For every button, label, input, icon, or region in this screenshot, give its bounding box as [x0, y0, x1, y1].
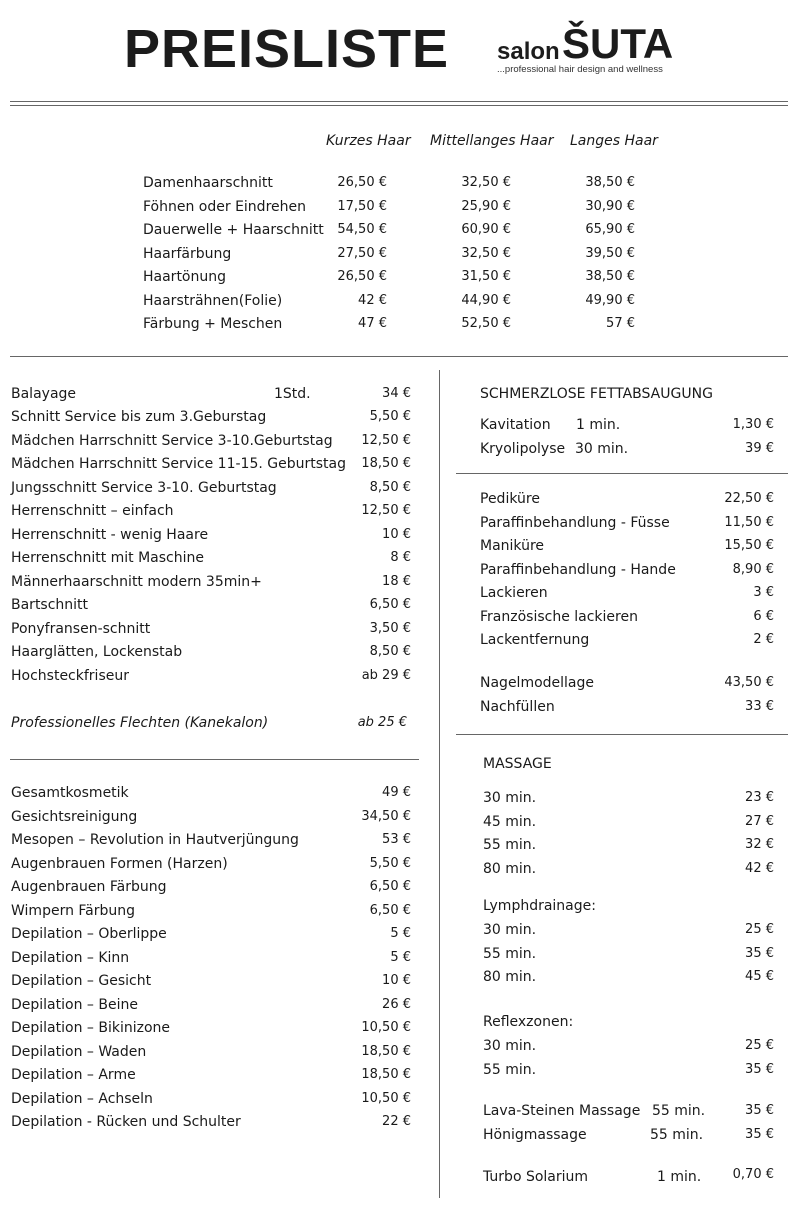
hair-row-price-medium: 52,50 €	[461, 316, 511, 331]
fat-removal-price: 1,30 €	[732, 417, 774, 432]
cosmetic-price: 49 €	[382, 785, 411, 800]
cosmetic-name: Depilation – Gesicht	[11, 973, 152, 989]
cosmetic-price: 6,50 €	[369, 879, 411, 894]
cosmetic-name: Depilation – Achseln	[11, 1090, 153, 1107]
reflex-heading: Reflexzonen:	[483, 1014, 574, 1030]
lymph-name: 80 min.	[483, 969, 537, 985]
cosmetic-price: 10,50 €	[361, 1090, 411, 1106]
solarium-duration: 1 min.	[657, 1169, 702, 1185]
cosmetic-price: 5 €	[390, 949, 411, 965]
service-price: 3,50 €	[369, 620, 411, 636]
special-massage-price: 35 €	[745, 1126, 774, 1142]
hair-row-price-long: 65,90 €	[585, 222, 635, 237]
cosmetic-price: 5,50 €	[369, 855, 411, 871]
column-divider	[439, 370, 440, 1198]
cosmetic-name: Wimpern Färbung	[11, 902, 136, 919]
service-name: Männerhaarschnitt modern 35min+	[11, 573, 262, 590]
hair-row-name: Dauerwelle + Haarschnitt	[143, 222, 324, 238]
column-header-short: Kurzes Haar	[326, 133, 411, 149]
nail-service-name: Paraffinbehandlung - Füsse	[480, 514, 670, 531]
fat-removal-duration: 30 min.	[575, 440, 629, 457]
balayage-name: Balayage	[11, 386, 77, 402]
reflex-name: 30 min.	[483, 1038, 537, 1054]
service-price: ab 29 €	[361, 667, 411, 683]
service-price: 18 €	[382, 573, 411, 589]
cosmetic-name: Depilation – Kinn	[11, 949, 130, 966]
fat-removal-name: Kavitation	[480, 417, 551, 433]
special-massage-name: Hönigmassage	[483, 1126, 587, 1143]
service-price: 18,50 €	[361, 456, 411, 471]
nail-service-price: 2 €	[753, 632, 774, 647]
reflex-name: 55 min.	[483, 1061, 537, 1078]
service-name: Jungsschnitt Service 3-10. Geburtstag	[11, 479, 277, 496]
nail-modelling-name: Nachfüllen	[480, 698, 555, 715]
lymph-name: 30 min.	[483, 922, 537, 938]
service-price: 8 €	[390, 550, 411, 565]
hair-row-price-medium: 44,90 €	[461, 292, 511, 308]
hair-row-price-long: 49,90 €	[585, 292, 635, 308]
cosmetic-price: 18,50 €	[361, 1067, 411, 1082]
solarium-name: Turbo Solarium	[483, 1169, 589, 1185]
special-massage-duration: 55 min.	[650, 1126, 704, 1143]
hair-row-price-long: 38,50 €	[585, 175, 635, 190]
page-title: PREISLISTE	[124, 19, 450, 79]
hair-row-price-medium: 25,90 €	[461, 198, 511, 214]
nail-service-price: 22,50 €	[724, 491, 774, 506]
hair-row-price-short: 26,50 €	[337, 269, 387, 284]
hair-row-name: Föhnen oder Eindrehen	[143, 198, 306, 215]
massage-name: 80 min.	[483, 860, 537, 877]
nail-modelling-price: 33 €	[745, 698, 774, 714]
special-massage-name: Lava-Steinen Massage	[483, 1103, 641, 1119]
balayage-price: 34 €	[382, 386, 411, 401]
divider-nails	[456, 473, 788, 474]
nail-modelling-price: 43,50 €	[724, 675, 774, 690]
service-name: Schnitt Service bis zum 3.Geburstag	[11, 409, 267, 425]
hair-row-name: Haartönung	[143, 269, 227, 285]
service-price: 6,50 €	[369, 597, 411, 612]
massage-price: 23 €	[745, 790, 774, 805]
service-price: 12,50 €	[361, 432, 411, 448]
cosmetic-name: Gesamtkosmetik	[11, 785, 129, 801]
nail-service-price: 11,50 €	[724, 514, 774, 530]
fat-removal-price: 39 €	[745, 440, 774, 456]
massage-price: 42 €	[745, 860, 774, 876]
cosmetic-name: Depilation – Bikinizone	[11, 1020, 171, 1036]
cosmetic-name: Augenbrauen Formen (Harzen)	[11, 855, 228, 872]
massage-name: 55 min.	[483, 837, 537, 853]
solarium-price: 0,70 €	[732, 1167, 774, 1182]
cosmetic-price: 34,50 €	[361, 808, 411, 824]
brand-name: ŠUTA	[562, 20, 674, 67]
divider-cosmetics	[10, 759, 419, 760]
service-price: 8,50 €	[369, 479, 411, 495]
service-name: Herrenschnitt - wenig Haare	[11, 526, 209, 543]
cosmetic-price: 26 €	[382, 996, 411, 1012]
special-massage-price: 35 €	[745, 1103, 774, 1118]
fat-removal-heading: SCHMERZLOSE FETTABSAUGUNG	[480, 386, 713, 402]
cosmetic-price: 53 €	[382, 832, 411, 847]
service-name: Herrenschnitt mit Maschine	[11, 550, 205, 566]
reflex-price: 25 €	[745, 1038, 774, 1053]
hair-row-price-medium: 32,50 €	[461, 175, 511, 190]
brand-tagline: ...professional hair design and wellness	[497, 64, 663, 75]
divider-hair-table	[10, 356, 788, 357]
nail-modelling-name: Nagelmodellage	[480, 675, 595, 691]
hair-row-price-long: 39,50 €	[585, 245, 635, 261]
column-header-medium: Mittellanges Haar	[430, 133, 554, 149]
cosmetic-price: 10 €	[382, 973, 411, 988]
braiding-price: ab 25 €	[357, 715, 407, 730]
nail-service-name: Maniküre	[480, 538, 545, 554]
service-price: 8,50 €	[369, 644, 411, 659]
nail-service-price: 15,50 €	[724, 538, 774, 553]
hair-row-price-short: 54,50 €	[337, 222, 387, 237]
lymph-heading: Lymphdrainage:	[483, 898, 596, 914]
service-name: Hochsteckfriseur	[11, 667, 129, 684]
cosmetic-price: 6,50 €	[369, 902, 411, 918]
nail-service-name: Pediküre	[480, 491, 540, 507]
lymph-price: 35 €	[745, 945, 774, 961]
lymph-name: 55 min.	[483, 945, 537, 962]
service-name: Mädchen Harrschnitt Service 11-15. Geburtstag	[11, 456, 346, 472]
nail-service-name: Lackieren	[480, 585, 548, 601]
hair-row-price-long: 30,90 €	[585, 198, 635, 214]
service-name: Bartschnitt	[11, 597, 89, 613]
divider-top-2	[10, 105, 788, 106]
hair-row-price-short: 47 €	[358, 316, 387, 331]
service-price: 12,50 €	[361, 503, 411, 518]
hair-row-name: Damenhaarschnitt	[143, 175, 273, 191]
fat-removal-duration: 1 min.	[576, 417, 621, 433]
hair-row-price-short: 17,50 €	[337, 198, 387, 214]
massage-price: 27 €	[745, 813, 774, 829]
massage-heading: MASSAGE	[483, 756, 552, 772]
cosmetic-price: 10,50 €	[361, 1020, 411, 1035]
column-header-long: Langes Haar	[570, 133, 658, 149]
hair-row-price-short: 42 €	[358, 292, 387, 308]
cosmetic-price: 5 €	[390, 926, 411, 941]
hair-row-price-short: 26,50 €	[337, 175, 387, 190]
cosmetic-name: Mesopen – Revolution in Hautverjüngung	[11, 832, 299, 848]
service-name: Mädchen Harrschnitt Service 3-10.Geburtstag	[11, 432, 333, 449]
reflex-price: 35 €	[745, 1061, 774, 1077]
nail-service-price: 8,90 €	[732, 561, 774, 577]
nail-service-name: Französische lackieren	[480, 608, 638, 625]
lymph-price: 45 €	[745, 969, 774, 984]
cosmetic-name: Gesichtsreinigung	[11, 808, 138, 825]
hair-row-name: Färbung + Meschen	[143, 316, 283, 332]
service-name: Herrenschnitt – einfach	[11, 503, 174, 519]
cosmetic-name: Depilation – Oberlippe	[11, 926, 167, 942]
hair-row-price-long: 57 €	[606, 316, 635, 331]
service-name: Haarglätten, Lockenstab	[11, 644, 183, 660]
massage-price: 32 €	[745, 837, 774, 852]
hair-row-name: Haarsträhnen(Folie)	[143, 292, 283, 309]
nail-service-name: Paraffinbehandlung - Hande	[480, 561, 676, 578]
divider-massage	[456, 734, 788, 735]
cosmetic-name: Depilation - Rücken und Schulter	[11, 1114, 241, 1130]
hair-row-price-medium: 31,50 €	[461, 269, 511, 284]
lymph-price: 25 €	[745, 922, 774, 937]
cosmetic-name: Depilation – Arme	[11, 1067, 136, 1083]
cosmetic-name: Augenbrauen Färbung	[11, 879, 167, 895]
nail-service-price: 6 €	[753, 608, 774, 624]
hair-row-price-medium: 60,90 €	[461, 222, 511, 237]
massage-name: 30 min.	[483, 790, 537, 806]
braiding-name: Professionelles Flechten (Kanekalon)	[11, 715, 269, 731]
massage-name: 45 min.	[483, 813, 537, 830]
nail-service-name: Lackentfernung	[480, 632, 590, 648]
brand-salon-text: salon	[497, 38, 560, 65]
cosmetic-price: 18,50 €	[361, 1043, 411, 1059]
cosmetic-price: 22 €	[382, 1114, 411, 1129]
divider-top-1	[10, 101, 788, 102]
service-name: Ponyfransen-schnitt	[11, 620, 151, 637]
special-massage-duration: 55 min.	[652, 1103, 706, 1119]
fat-removal-name: Kryolipolyse	[480, 440, 566, 457]
cosmetic-name: Depilation – Beine	[11, 996, 138, 1013]
service-price: 10 €	[382, 526, 411, 542]
hair-row-price-long: 38,50 €	[585, 269, 635, 284]
hair-row-name: Haarfärbung	[143, 245, 232, 262]
balayage-duration: 1Std.	[274, 386, 311, 402]
nail-service-price: 3 €	[753, 585, 774, 600]
hair-row-price-medium: 32,50 €	[461, 245, 511, 261]
cosmetic-name: Depilation – Waden	[11, 1043, 147, 1060]
service-price: 5,50 €	[369, 409, 411, 424]
hair-row-price-short: 27,50 €	[337, 245, 387, 261]
